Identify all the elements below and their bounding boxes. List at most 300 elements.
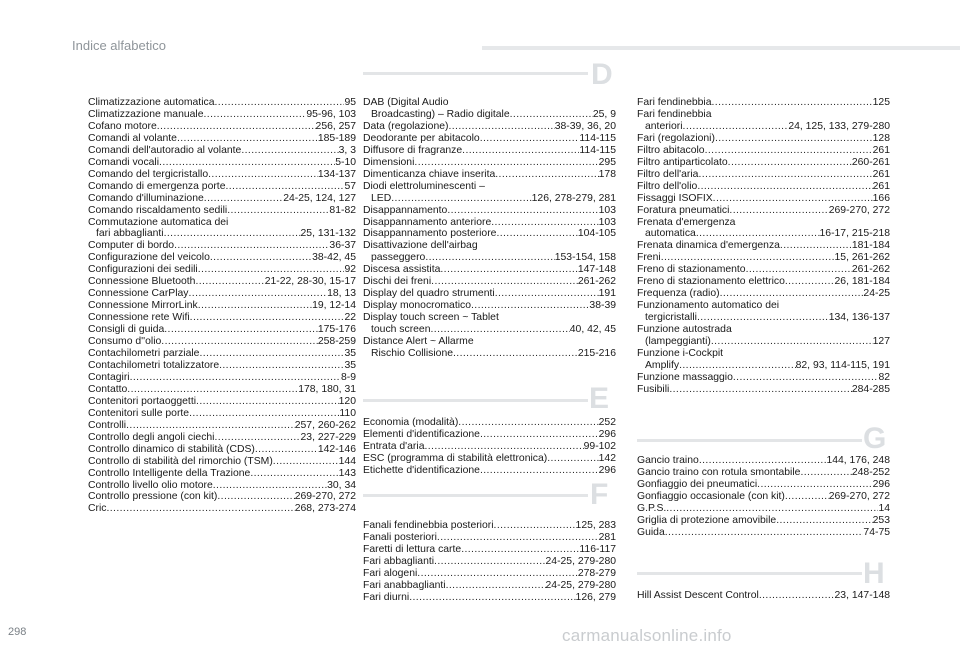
index-entry-leader-dots [720, 288, 864, 300]
index-entry [88, 396, 356, 408]
index-entry-term: Fari abbaglianti [363, 555, 435, 567]
index-entry-pages: 125 [872, 97, 890, 108]
index-entry-leader-dots [728, 157, 852, 169]
index-entry-pages: 260-261 [851, 156, 890, 168]
index-entry-pages: 35 [344, 348, 356, 360]
index-entry-leader-dots [159, 157, 335, 169]
index-entry-term: Comando del tergicristallo [88, 168, 209, 180]
index-entry [88, 503, 356, 515]
index-entry [637, 384, 890, 396]
index-entry [363, 157, 616, 169]
index-entry-pages: 253 [872, 514, 890, 526]
index-column-h [637, 590, 890, 602]
index-entry-pages: 143 [338, 467, 356, 479]
index-entry [88, 336, 356, 348]
index-entry-pages: 82 [878, 371, 890, 383]
index-entry-pages: 191 [598, 288, 616, 300]
section-e-rule [363, 399, 588, 402]
index-entry-pages: 26, 181-184 [834, 276, 890, 288]
index-entry [363, 193, 616, 205]
index-entry-leader-dots [157, 121, 316, 133]
index-entry-leader-dots [785, 491, 829, 503]
index-entry-term: Contachilometri totalizzatore [88, 359, 220, 371]
index-entry [637, 145, 890, 157]
index-entry-term: Elementi d'identificazione [363, 428, 480, 440]
index-entry-term: Display monocromatico [363, 300, 471, 312]
index-entry-pages: 38-39 [589, 300, 616, 312]
index-entry-term: Controllo Intelligente della Trazione [88, 467, 251, 479]
index-entry [88, 480, 356, 492]
index-entry-leader-dots [425, 252, 554, 264]
index-entry-pages: 3, 3 [338, 144, 356, 156]
index-entry [88, 312, 356, 324]
index-entry [637, 515, 890, 527]
section-d-header [363, 58, 616, 92]
index-entry-leader-dots [130, 372, 341, 384]
index-entry [363, 240, 616, 252]
index-entry [637, 288, 890, 300]
index-entry-leader-dots [241, 145, 338, 157]
index-entry [363, 264, 616, 276]
index-entry-pages: 99-102 [583, 440, 616, 452]
index-entry-pages: 278-279 [577, 567, 616, 579]
index-entry-pages: 281 [598, 531, 616, 543]
index-entry-leader-dots [759, 590, 835, 602]
index-entry [363, 324, 616, 336]
index-entry [88, 264, 356, 276]
section-f-header [363, 478, 616, 516]
index-entry-leader-dots [219, 360, 344, 372]
index-entry-pages: 178, 180, 31 [298, 383, 356, 395]
index-entry-term: Configurazione del veicolo [88, 252, 210, 264]
index-entry-leader-dots [715, 133, 873, 145]
index-entry-term: Comandi dell'autoradio al volante [88, 144, 242, 156]
index-entry-term: Griglia di protezione amovibile [637, 514, 777, 526]
index-entry-pages: 24-25, 279-280 [545, 555, 616, 567]
index-entry-term: Cofano motore [88, 120, 157, 132]
section-h-header [637, 553, 890, 590]
index-entry-term: Diodi elettroluminescenti – [363, 180, 485, 192]
index-entry-pages: 16-17, 215-218 [819, 228, 890, 240]
index-entry-term: Data (regolazione) [363, 120, 449, 132]
index-entry [637, 181, 890, 193]
index-entry-term: Contenitori portaoggetti [88, 395, 197, 407]
index-entry [363, 288, 616, 300]
index-entry-leader-dots [190, 312, 345, 324]
index-entry-pages: 269-270, 272 [828, 204, 890, 216]
index-entry [363, 580, 616, 592]
index-entry-pages: 57 [344, 180, 356, 192]
page-header-title: Indice alfabetico [72, 38, 166, 53]
index-entry-term: Controllo pressione (con kit) [88, 491, 218, 503]
index-entry-term: Contenitori sulle porte [88, 407, 190, 419]
index-entry-leader-dots [189, 288, 328, 300]
index-entry-leader-dots [697, 312, 829, 324]
index-entry-pages: 252 [598, 417, 616, 428]
index-entry [637, 109, 890, 121]
index-entry [363, 441, 616, 453]
index-entry-term: Faretti di lettura carte [363, 543, 462, 555]
index-entry [88, 420, 356, 432]
index-entry-term: passeggero [371, 252, 426, 264]
index-entry-term: Display touch screen ~ Tablet [363, 312, 499, 324]
index-entry-term: Fari alogeni [363, 567, 418, 579]
index-entry-pages: 24-25 [863, 288, 890, 300]
index-entry-term: Hill Assist Descent Control [637, 590, 759, 601]
index-entry-pages: 103 [598, 204, 616, 216]
index-entry-term: Rischio Collisione [371, 348, 454, 360]
index-entry [363, 592, 616, 604]
index-entry-term: Fissaggi ISOFIX [637, 192, 713, 204]
index-entry-leader-dots [705, 145, 873, 157]
index-entry [363, 205, 616, 217]
index-entry-leader-dots [458, 417, 598, 429]
index-column-c [88, 97, 356, 515]
index-entry-leader-dots [250, 468, 338, 480]
index-entry-leader-dots [414, 157, 598, 169]
index-entry [88, 169, 356, 181]
index-entry-pages: 144, 176, 248 [826, 455, 890, 466]
index-entry-leader-dots [431, 324, 570, 336]
index-entry [363, 145, 616, 157]
index-entry-term: Frenata dinamica d'emergenza [637, 240, 780, 252]
index-entry-pages: 147-148 [577, 264, 616, 276]
index-entry [637, 252, 890, 264]
index-entry-leader-dots [217, 491, 294, 503]
index-column-f-left [363, 520, 616, 604]
index-entry-term: Disappannamento anteriore [363, 216, 492, 228]
index-entry-leader-dots [214, 97, 344, 109]
index-entry [363, 348, 616, 360]
index-entry-pages: 24, 125, 133, 279-280 [788, 120, 890, 132]
index-entry-term: Filtro antiparticolato [637, 156, 728, 168]
index-entry [88, 205, 356, 217]
index-entry-leader-dots [196, 396, 339, 408]
index-entry-leader-dots [431, 276, 578, 288]
section-g-header [637, 420, 890, 455]
index-entry-leader-dots [448, 121, 554, 133]
index-entry-pages: 92 [344, 264, 356, 276]
section-g-rule [637, 439, 862, 442]
index-column-d [363, 97, 616, 360]
index-entry-leader-dots [255, 444, 318, 456]
index-entry-pages: 125, 283 [575, 520, 616, 531]
index-entry-term: Configurazioni dei sedili [88, 264, 198, 276]
index-entry-term: Comando di emergenza porte [88, 180, 226, 192]
index-entry-term: Gancio traino [637, 455, 699, 466]
index-entry-leader-dots [189, 408, 339, 420]
index-entry [88, 240, 356, 252]
index-entry-term: ESC (programma di stabilità elettronica) [363, 452, 548, 464]
index-entry [88, 109, 356, 121]
index-entry-term: Controllo degli angoli ciechi [88, 431, 215, 443]
index-entry-leader-dots [665, 527, 864, 539]
index-entry-pages: 24-25, 279-280 [545, 579, 616, 591]
index-entry-leader-dots [210, 252, 312, 264]
index-entry-pages: 22 [344, 312, 356, 324]
index-entry-leader-dots [424, 441, 583, 453]
section-d-rule [363, 72, 588, 75]
index-entry-leader-dots [126, 420, 295, 432]
index-entry-leader-dots [491, 217, 598, 229]
index-entry-leader-dots [177, 133, 318, 145]
index-entry-pages: 256, 257 [315, 120, 356, 132]
index-entry-term: Deodorante per abitacolo [363, 132, 480, 144]
index-entry [637, 97, 890, 109]
index-entry [637, 479, 890, 491]
index-entry-pages: 215-216 [577, 348, 616, 360]
index-entry-pages: 116-117 [579, 543, 616, 555]
index-entry-pages: 35 [344, 359, 356, 371]
index-entry-leader-dots [480, 133, 580, 145]
index-entry [88, 348, 356, 360]
index-entry-leader-dots [480, 429, 599, 441]
index-entry-leader-dots [697, 181, 872, 193]
index-entry-term: touch screen [371, 324, 431, 336]
index-entry-term: Controllo di stabilità del rimorchio (TSM) [88, 455, 273, 467]
index-entry-pages: 128 [872, 132, 890, 144]
index-entry-pages: 8-9 [340, 371, 356, 383]
index-entry-pages: 23, 147-148 [834, 590, 890, 601]
index-entry-pages: 142 [598, 452, 616, 464]
index-entry-leader-dots [273, 456, 339, 468]
index-entry-term: Comando d'illuminazione [88, 192, 204, 204]
index-entry-leader-dots [199, 348, 344, 360]
index-entry-pages: 296 [872, 478, 890, 490]
index-entry-pages: 5-10 [335, 156, 356, 168]
index-entry-pages: 134-137 [317, 168, 356, 180]
index-entry-term: Amplify [645, 359, 680, 371]
index-entry-leader-dots [679, 360, 796, 372]
index-entry-pages: 142-146 [317, 443, 356, 455]
index-entry-pages: 295 [598, 156, 616, 168]
index-entry-leader-dots [213, 480, 327, 492]
index-entry [363, 97, 616, 109]
index-entry-term: LED [371, 192, 392, 204]
index-entry-pages: 268, 273-274 [294, 503, 356, 515]
index-entry [637, 372, 890, 384]
index-entry-leader-dots [780, 240, 852, 252]
index-entry-term: Gonfiaggio dei pneumatici [637, 478, 758, 490]
index-entry-term: Comandi vocali [88, 156, 160, 168]
index-entry [637, 157, 890, 169]
index-entry-pages: 248-252 [851, 466, 890, 478]
index-entry [637, 312, 890, 324]
index-entry-pages: 284-285 [851, 383, 890, 395]
index-entry-pages: 14 [878, 502, 890, 514]
index-entry-pages: 95-96, 103 [306, 108, 356, 120]
index-entry [637, 240, 890, 252]
index-entry-pages: 82, 93, 114-115, 191 [795, 359, 890, 371]
section-f-letter: F [590, 478, 609, 511]
index-entry [363, 228, 616, 240]
index-entry-pages: 261 [872, 168, 890, 180]
index-entry [363, 300, 616, 312]
index-entry-term: Connessione Bluetooth [88, 276, 196, 288]
index-entry-pages: 185-189 [317, 132, 356, 144]
index-entry-term: Fari fendinebbia [637, 108, 712, 120]
index-entry-pages: 134, 136-137 [828, 312, 890, 324]
index-entry-term: Fari anabbaglianti [363, 579, 446, 591]
section-e-letter: E [589, 382, 610, 415]
index-entry-pages: 296 [598, 464, 616, 476]
index-entry [363, 568, 616, 580]
index-entry-leader-dots [106, 503, 294, 515]
index-entry-leader-dots [776, 515, 872, 527]
index-entry-leader-dots [683, 121, 789, 133]
index-entry-pages: 181-184 [851, 240, 890, 252]
section-e-header [363, 380, 616, 415]
index-entry [637, 348, 890, 360]
index-entry-leader-dots [227, 205, 329, 217]
index-entry-term: Contatto [88, 383, 128, 395]
index-entry [637, 276, 890, 288]
index-entry [88, 288, 356, 300]
index-entry-pages: 15, 261-262 [834, 252, 890, 264]
index-entry-leader-dots [711, 336, 873, 348]
index-entry [88, 193, 356, 205]
index-entry [363, 336, 616, 348]
index-entry [363, 556, 616, 568]
index-entry-pages: 24-25, 124, 127 [283, 192, 356, 204]
index-entry-pages: 178 [598, 168, 616, 180]
index-entry-leader-dots [757, 479, 873, 491]
index-entry-term: Connessione CarPlay [88, 288, 189, 300]
index-entry-term: Dimenticanza chiave inserita [363, 168, 496, 180]
index-entry-pages: 153-154, 158 [554, 252, 616, 264]
index-entry-term: Fusibili [637, 383, 670, 395]
index-entry-term: Frenata d'emergenza [637, 216, 736, 228]
index-entry-term: Filtro dell'olio [637, 180, 698, 192]
index-entry [88, 468, 356, 480]
index-entry-term: Diffusore di fragranze [363, 144, 463, 156]
index-entry [88, 97, 356, 109]
index-entry-term: Climatizzazione manuale [88, 108, 204, 120]
index-entry-leader-dots [696, 228, 820, 240]
index-entry-pages: 269-270, 272 [294, 491, 356, 503]
index-entry-leader-dots [800, 467, 851, 479]
index-entry-pages: 38-42, 45 [312, 252, 356, 264]
index-entry-pages: 95 [344, 97, 356, 108]
index-entry-leader-dots [391, 193, 531, 205]
index-entry-pages: 23, 227-229 [300, 431, 356, 443]
index-entry [88, 372, 356, 384]
index-entry-term: Fanali posteriori [363, 531, 437, 543]
index-entry-pages: 257, 260-262 [294, 419, 356, 431]
index-entry-leader-dots [713, 193, 873, 205]
index-entry [637, 336, 890, 348]
index-entry-term: Gancio traino con rotula smontabile [637, 466, 801, 478]
index-entry-leader-dots [746, 264, 852, 276]
index-entry-term: Broadcasting) – Radio digitale [371, 108, 510, 120]
index-entry-term: Fari fendinebbia [637, 97, 712, 108]
index-entry-leader-dots [495, 288, 599, 300]
index-entry [363, 544, 616, 556]
page-number: 298 [8, 626, 27, 638]
index-entry [88, 145, 356, 157]
index-entry [88, 408, 356, 420]
index-entry-term: Comando riscaldamento sedili [88, 204, 228, 216]
index-entry-term: Computer di bordo [88, 240, 175, 252]
section-g-letter: G [863, 422, 887, 455]
index-entry [637, 360, 890, 372]
index-entry-term: Contachilometri parziale [88, 348, 200, 360]
index-entry-leader-dots [161, 336, 318, 348]
index-entry-leader-dots [494, 520, 576, 532]
index-entry [88, 252, 356, 264]
index-entry-pages: 40, 42, 45 [569, 324, 616, 336]
index-entry [88, 360, 356, 372]
index-entry-term: Controllo dinamico di stabilità (CDS) [88, 443, 255, 455]
index-entry [637, 217, 890, 229]
index-entry-leader-dots [666, 503, 878, 515]
index-entry-pages: 261 [872, 180, 890, 192]
index-column-e [363, 417, 616, 477]
index-entry-pages: 114-115 [579, 132, 616, 144]
section-h-rule [637, 572, 862, 575]
index-entry [88, 456, 356, 468]
index-entry-term: Freno di stazionamento elettrico [637, 276, 785, 288]
index-entry-term: Funzione i-Cockpit [637, 348, 724, 360]
index-entry-term: Funzione massaggio [637, 371, 733, 383]
index-entry [637, 121, 890, 133]
index-entry [637, 491, 890, 503]
index-entry-pages: 74-75 [863, 526, 890, 538]
index-entry [637, 300, 890, 312]
index-entry [88, 444, 356, 456]
index-entry-term: Freno di stazionamento [637, 264, 746, 276]
index-entry-term: tergicristalli [645, 312, 697, 324]
index-entry-leader-dots [461, 544, 579, 556]
index-entry-leader-dots [174, 240, 329, 252]
index-entry-term: DAB (Digital Audio [363, 97, 449, 108]
section-h-letter: H [863, 557, 885, 590]
index-entry [363, 276, 616, 288]
index-entry-term: Etichette d'identificazione [363, 464, 480, 476]
index-entry-term: Cric [88, 503, 107, 515]
index-entry-term: Entrata d'aria [363, 440, 425, 452]
index-entry [88, 276, 356, 288]
index-entry-pages: 25, 131-132 [300, 228, 356, 240]
index-entry [637, 205, 890, 217]
index-entry-pages: 126, 278-279, 281 [531, 192, 616, 204]
index-entry-pages: 114-115 [579, 144, 616, 156]
index-entry-term: Disappannamento posteriore [363, 228, 497, 240]
index-entry-pages: 144 [338, 455, 356, 467]
index-entry-pages: 296 [598, 428, 616, 440]
index-entry-leader-dots [127, 384, 298, 396]
index-entry-leader-dots [434, 556, 545, 568]
index-entry [363, 453, 616, 465]
index-entry-pages: 18, 13 [327, 288, 356, 300]
index-entry-term: anteriori [645, 120, 683, 132]
index-entry-term: (lampeggianti) [645, 336, 711, 348]
index-entry-leader-dots [204, 193, 283, 205]
index-entry-leader-dots [215, 432, 301, 444]
index-entry-pages: 166 [872, 192, 890, 204]
index-entry-leader-dots [409, 592, 575, 604]
index-entry-leader-dots [437, 532, 599, 544]
index-entry-leader-dots [440, 264, 577, 276]
index-entry [637, 590, 890, 602]
index-entry [363, 121, 616, 133]
index-entry [637, 455, 890, 467]
watermark: carmanualsonline.info [562, 626, 732, 645]
index-entry-term: G.P.S. [637, 502, 667, 514]
index-entry-term: Comandi al volante [88, 132, 177, 144]
index-entry-leader-dots [661, 252, 835, 264]
index-entry-term: Climatizzazione automatica [88, 97, 215, 108]
